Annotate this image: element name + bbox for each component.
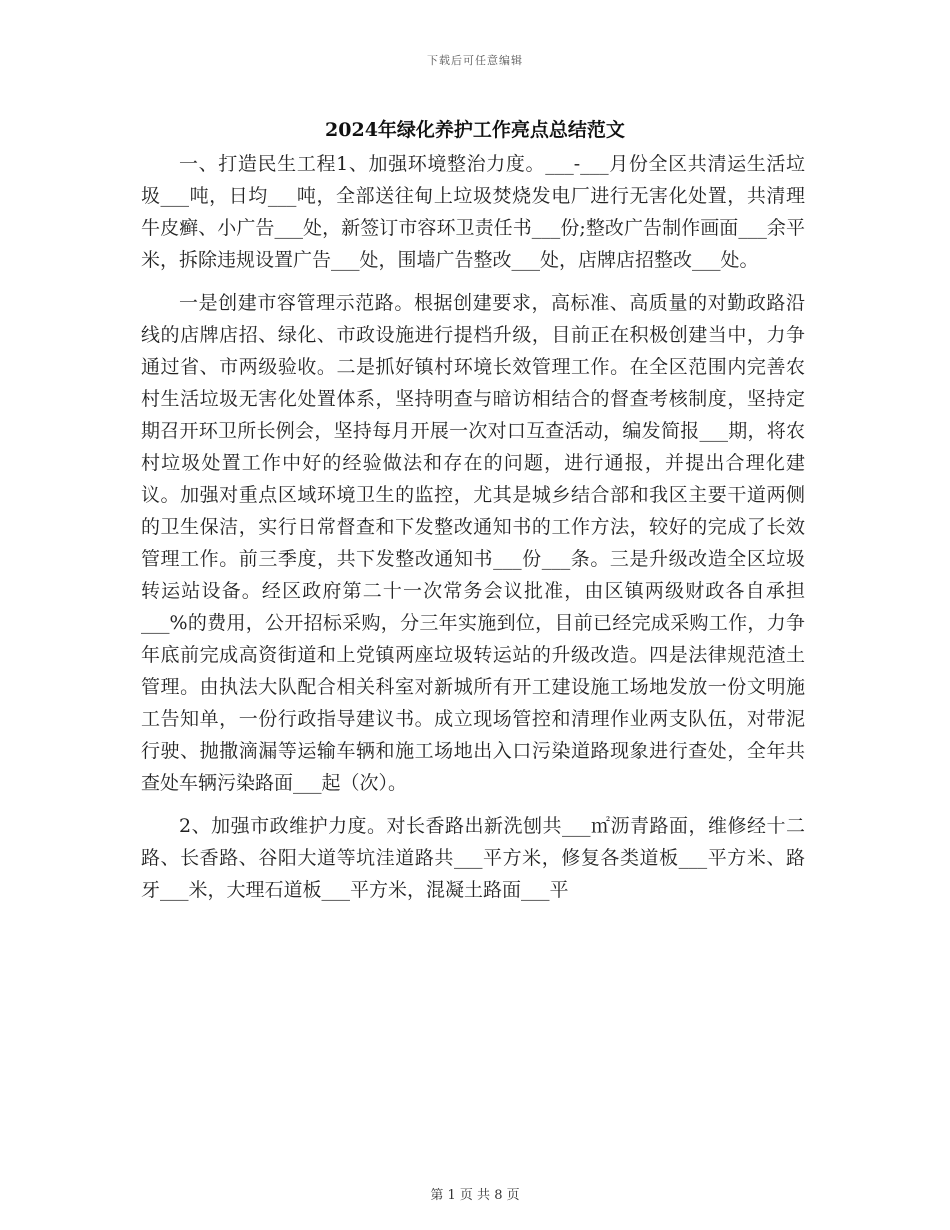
page-number-footer: 第 1 页 共 8 页 bbox=[430, 1188, 520, 1203]
header-note: 下载后可任意编辑 bbox=[427, 54, 523, 67]
document-body bbox=[141, 148, 805, 906]
document-title: 2024年绿化养护工作亮点总结范文 bbox=[325, 119, 625, 141]
paragraph-3: 2、加强市政维护力度。对长香路出新洗刨共___㎡沥青路面，维修经十二路、长香路、谷阳大道等坑洼道路共___平方米，修复各类道板___平方米、路牙___米，大理石道板___平方米，混凝土路面___平 bbox=[141, 815, 805, 901]
paragraph-2: 一是创建市容管理示范路。根据创建要求，高标准、高质量的对勤政路沿线的店牌店招、绿化、市政设施进行提档升级，目前正在积极创建当中，力争通过省、市两级验收。二是抓好镇村环境长效管理工作。在全区范围内完善农村生活垃圾无害化处置体系，坚持明查与暗访相结合的督查考核制度，坚持定期召开环卫所长例会，坚持每月开展一次对口互查活动，编发简报___期，将农村垃圾处置工作中好的经验做法和存在的问题，进行通报，并提出合理化建议。加强对重点区域环境卫生的监控，尤其是城乡结合部和我区主要干道两侧的卫生保洁，实行日常督查和下发整改通知书的工作方法，较好的完成了长效管理工作。前三季度，共下发整改通知书___份___条。三是升级改造全区垃圾转运站设备。经区政府第二十一次常务会议批准，由区镇两级财政各自承担___%的费用，公开招标采购，分三年实施到位，目前已经完成采购工作，力争年底前完成高资街道和上党镇两座垃圾转运站的升级改造。四是法律规范渣土管理。由执法大队配合相关科室对新城所有开工建设施工场地发放一份文明施工告知单，一份行政指导建议书。成立现场管控和清理作业两支队伍，对带泥行驶、抛撒滴漏等运输车辆和施工场地出入口污染道路现象进行查处，全年共查处车辆污染路面___起（次）。 bbox=[141, 292, 805, 794]
paragraph-1: 一、打造民生工程1、加强环境整治力度。___-___月份全区共清运生活垃圾___吨，日均___吨，全部送往甸上垃圾焚烧发电厂进行无害化处置，共清理牛皮癣、小广告___处，新签订市容环卫责任书___份;整改广告制作画面___余平米，拆除违规设置广告___处，围墙广告整改___处，店牌店招整改___处。 bbox=[141, 153, 805, 271]
